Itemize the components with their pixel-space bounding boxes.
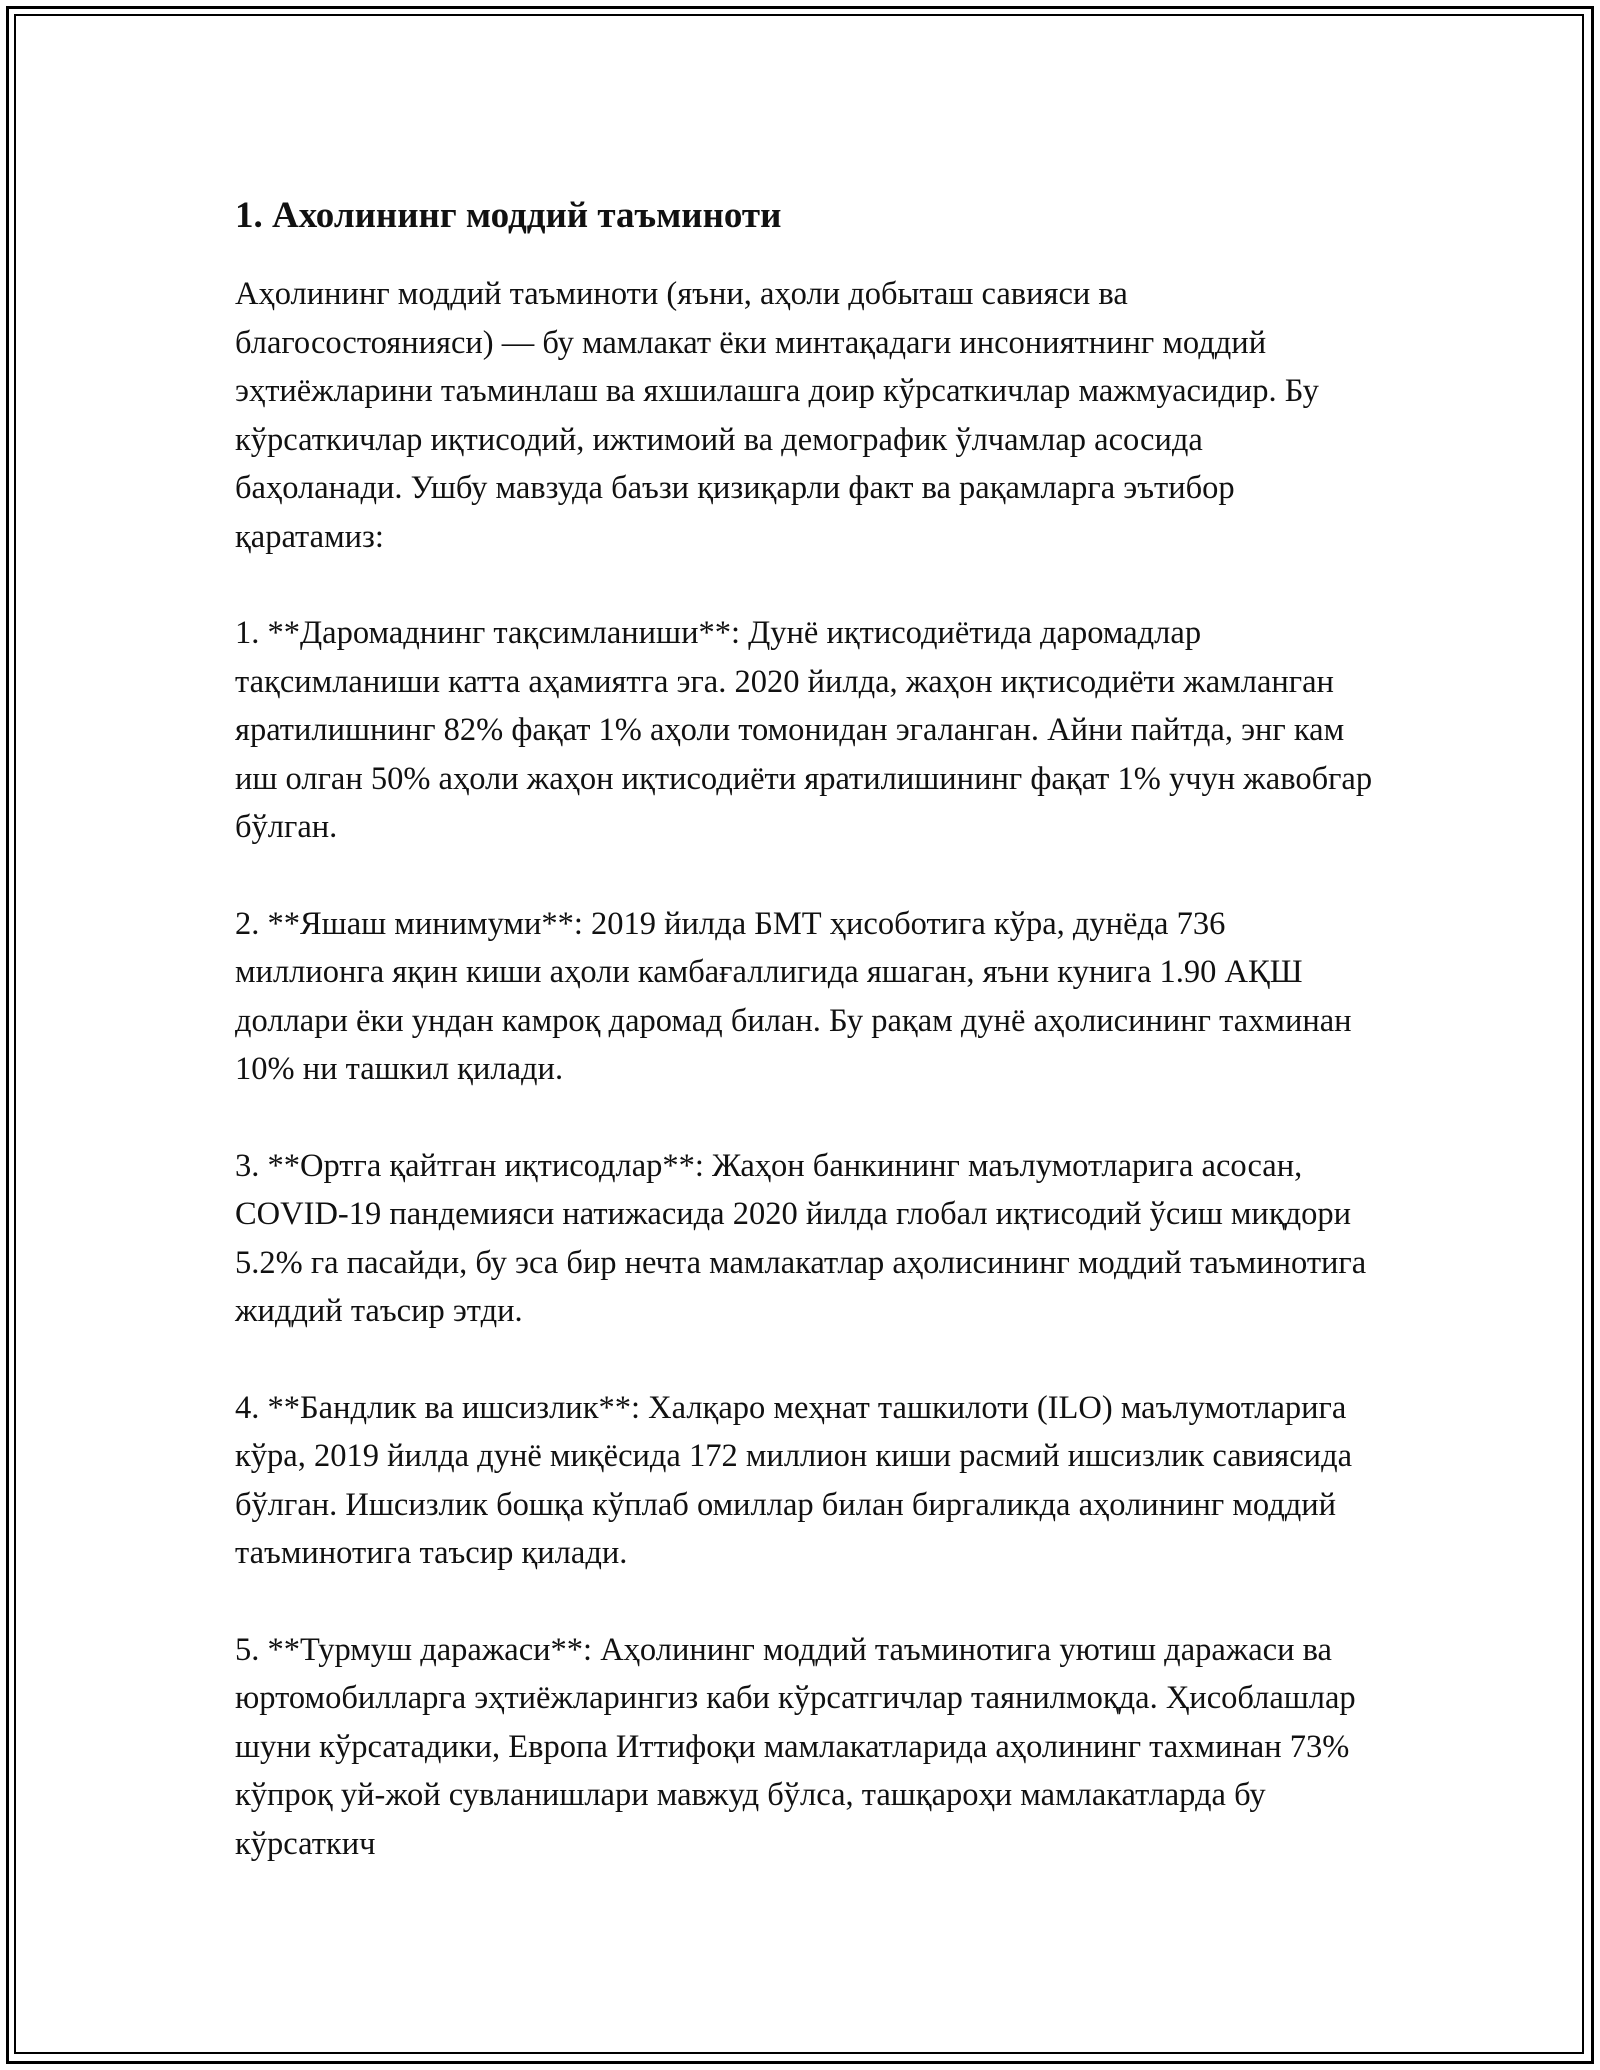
document-body	[235, 186, 1375, 1868]
intro-paragraph: Аҳолининг моддий таъминоти (яъни, аҳоли добыташ савияси ва благосостоянияси) — бу мамлакат ёки минтақадаги инсониятнинг моддий эҳтиёжларини таъминлаш ва яхшилашга доир кўрсаткичлар мажмуасидир. Бу кўрсаткичлар иқтисодий, ижтимоий ва демографик ўлчамлар асосида баҳоланади. Ушбу мавзуда баъзи қизиқарли факт ва рақамларга эътибор қаратамиз:	[235, 276, 1319, 555]
list-item-employment: 4. **Бандлик ва ишсизлик**: Халқаро меҳнат ташкилоти (ILO) маълумотларига кўра, 2019 йилда дунё миқёсида 172 миллион киши расмий ишсизлик савиясида бўлган. Ишсизлик бошқа кўплаб омиллар билан биргаликда аҳолининг моддий таъминотига таъсир қилади.	[235, 1389, 1353, 1571]
list-item-living-minimum: 2. **Яшаш минимуми**: 2019 йилда БМТ ҳисоботига кўра, дунёда 736 миллионга яқин киши аҳоли камбағаллигида яшаган, яъни кунига 1.90 АҚШ доллари ёки ундан камроқ даромад билан. Бу рақам дунё аҳолисининг тахминан 10% ни ташкил қилади.	[235, 905, 1352, 1087]
list-item-economic-decline: 3. **Ортга қайтган иқтисодлар**: Жаҳон банкининг маълумотларига асосан, COVID-19 пандемияси натижасида 2020 йилда глобал иқтисодий ўсиш миқдори 5.2% га пасайди, бу эса бир нечта мамлакатлар аҳолисининг моддий таъминотига жиддий таъсир этди.	[235, 1147, 1367, 1329]
section-heading: 1. Ахолининг моддий таъминоти	[235, 195, 782, 236]
list-item-living-standard: 5. **Турмуш даражаси**: Аҳолининг моддий таъминотига уютиш даражаси ва юртомобилларга эҳтиёжларингиз каби кўрсатгичлар таянилмоқда. Ҳисоблашлар шуни кўрсатадики, Европа Иттифоқи мамлакатларида аҳолининг тахминан 73% кўпроқ уй-жой сувланишлари мавжуд бўлса, ташқароҳи мамлакатларда бу кўрсаткич	[235, 1631, 1356, 1862]
list-item-income-distribution: 1. **Даромаднинг тақсимланиши**: Дунё иқтисодиётида даромадлар тақсимланиши катта аҳамиятга эга. 2020 йилда, жаҳон иқтисодиёти жамланган яратилишнинг 82% фақат 1% аҳоли томонидан эгаланган. Айни пайтда, энг кам иш олган 50% аҳоли жаҳон иқтисодиёти яратилишининг фақат 1% учун жавобгар бўлган.	[235, 615, 1373, 845]
